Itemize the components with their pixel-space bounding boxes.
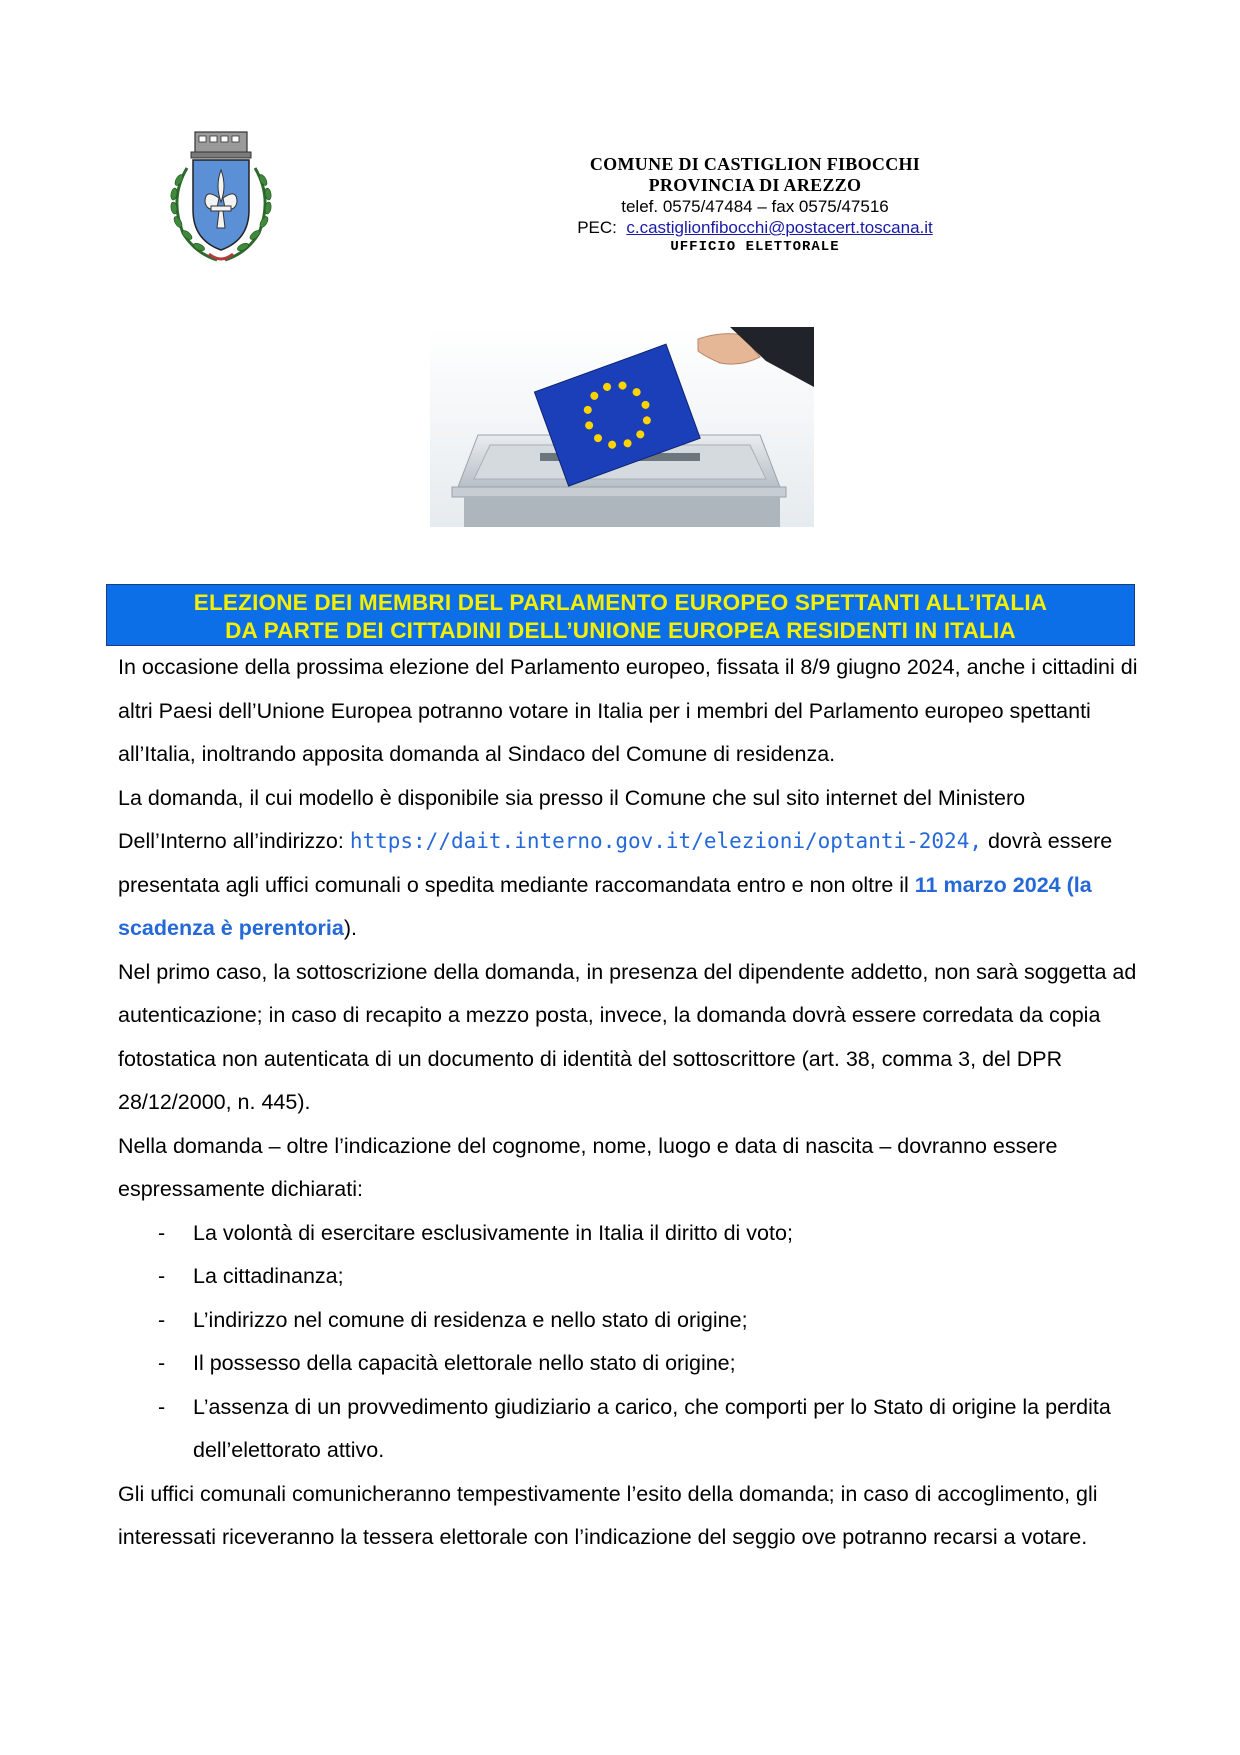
list-item bbox=[118, 1255, 1138, 1299]
comune-crest-icon bbox=[165, 128, 277, 268]
list-item-text: Il possesso della capacità elettorale nello stato di origine; bbox=[193, 1351, 736, 1375]
list-item bbox=[118, 1212, 1138, 1256]
paragraph-declarations: Nella domanda – oltre l’indicazione del cognome, nome, luogo e data di nascita – dovranno essere espressamente dichiarati: bbox=[118, 1133, 1058, 1201]
comune-name: COMUNE DI CASTIGLION FIBOCCHI bbox=[589, 154, 921, 174]
list-dash: - bbox=[158, 1394, 166, 1419]
pec-line bbox=[520, 217, 990, 238]
deadline-end: ). bbox=[343, 916, 357, 940]
submission-text: dovrà essere presentata agli uffici comunali o spedita mediante raccomandata entro e non oltre il bbox=[118, 829, 1113, 897]
list-item bbox=[118, 1342, 1138, 1386]
list-item bbox=[118, 1386, 1138, 1473]
title-line-2: DA PARTE DEI CITTADINI DELL’UNIONE EUROPEA RESIDENTI IN ITALIA bbox=[225, 618, 1016, 643]
notice-body bbox=[118, 646, 1138, 1560]
paragraph-outcome: Gli uffici comunali comunicheranno tempestivamente l’esito della domanda; in caso di accoglimento, gli interessati riceveranno la tessera elettorale con l’indicazione del seggio ove potranno recarsi a votare. bbox=[118, 1481, 1098, 1549]
pec-label: PEC: bbox=[577, 218, 617, 237]
eu-flag-ballot-box-photo bbox=[430, 327, 814, 527]
letterhead bbox=[520, 154, 990, 256]
list-item-text: L’assenza di un provvedimento giudiziario a carico, che comporti per lo Stato di origine la perdita dell’elettorato attivo. bbox=[193, 1394, 1111, 1462]
list-dash: - bbox=[158, 1264, 166, 1288]
office-name: UFFICIO ELETTORALE bbox=[670, 239, 840, 255]
paragraph-application bbox=[118, 777, 1138, 951]
title-line-1: ELEZIONE DEI MEMBRI DEL PARLAMENTO EUROPEO SPETTANTI ALL’ITALIA bbox=[193, 590, 1048, 615]
list-dash: - bbox=[158, 1351, 166, 1375]
list-dash: - bbox=[158, 1307, 166, 1332]
declarations-list bbox=[118, 1212, 1138, 1473]
paragraph-authentication: Nel primo caso, la sottoscrizione della domanda, in presenza del dipendente addetto, non sarà soggetta ad autenticazione; in caso di recapito a mezzo posta, invece, la domanda dovrà essere corredata da copia fotostatica non autenticata di un documento di identità del sottoscrittore (art. 38, comma 3, del DPR 28/12/2000, n. 445). bbox=[118, 959, 1137, 1114]
provincia-name: PROVINCIA DI AREZZO bbox=[648, 175, 862, 195]
ministry-url-link[interactable]: https://dait.interno.gov.it/elezioni/optanti-2024, bbox=[349, 829, 982, 853]
paragraph-intro: In occasione della prossima elezione del Parlamento europeo, fissata il 8/9 giugno 2024, anche i cittadini di altri Paesi dell’Unione Europea potranno votare in Italia per i membri del Parlamento europeo spettanti all’Italia, inoltrando apposita domanda al Sindaco del Comune di residenza. bbox=[118, 655, 1138, 766]
list-item-text: L’indirizzo nel comune di residenza e nello stato di origine; bbox=[193, 1307, 748, 1332]
deadline-text: 11 marzo 2024 (la scadenza è perentoria bbox=[118, 872, 1092, 940]
pec-email-link[interactable]: c.castiglionfibocchi@postacert.toscana.it bbox=[626, 218, 933, 237]
list-item bbox=[118, 1299, 1138, 1343]
list-item-text: La volontà di esercitare esclusivamente in Italia il diritto di voto; bbox=[193, 1220, 793, 1245]
application-text: La domanda, il cui modello è disponibile sia presso il Comune che sul sito internet del Ministero Dell’Interno all’indirizzo: bbox=[118, 785, 1026, 853]
list-dash: - bbox=[158, 1220, 166, 1245]
list-item-text: La cittadinanza; bbox=[193, 1264, 344, 1288]
phone-fax: telef. 0575/47484 – fax 0575/47516 bbox=[621, 197, 889, 216]
title-banner bbox=[106, 584, 1135, 646]
